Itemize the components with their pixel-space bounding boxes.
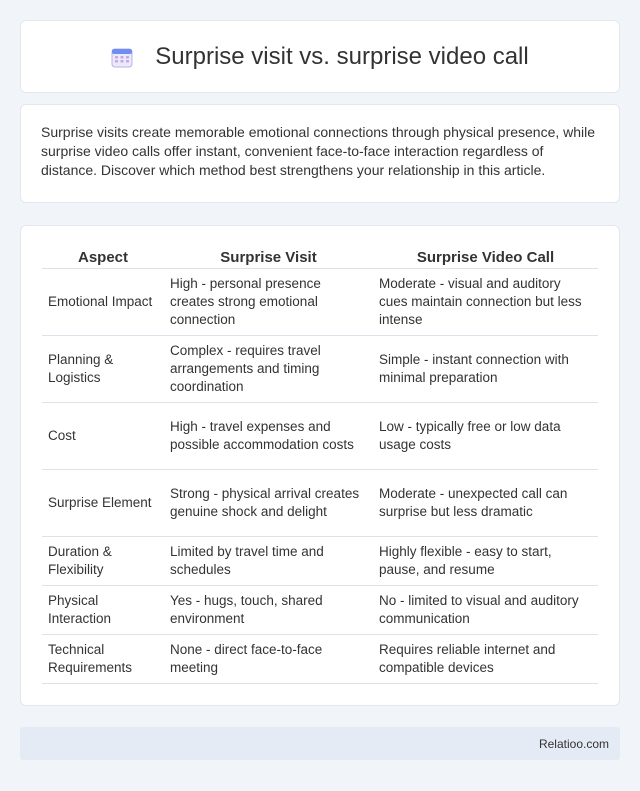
visit-cell: Strong - physical arrival creates genuine shock and delight [164,470,373,537]
calendar-icon [111,46,133,68]
table-row [42,403,598,470]
table-row [42,470,598,537]
table-row [42,586,598,635]
table-row [42,336,598,403]
video-call-cell: Moderate - unexpected call can surprise but less dramatic [373,470,598,537]
table-row [42,269,598,336]
aspect-cell: Physical Interaction [42,586,164,635]
aspect-cell: Technical Requirements [42,635,164,684]
visit-cell: High - travel expenses and possible accommodation costs [164,403,373,470]
video-call-cell: Highly flexible - easy to start, pause, and resume [373,537,598,586]
aspect-cell: Emotional Impact [42,269,164,336]
video-call-cell: Requires reliable internet and compatible devices [373,635,598,684]
page-title: Surprise visit vs. surprise video call [155,42,529,70]
visit-cell: Complex - requires travel arrangements and timing coordination [164,336,373,403]
table-row [42,635,598,684]
column-header-aspect: Aspect [42,246,164,269]
comparison-table [42,246,598,684]
intro-card [20,104,620,203]
visit-cell: Limited by travel time and schedules [164,537,373,586]
visit-cell: None - direct face-to-face meeting [164,635,373,684]
video-call-cell: Low - typically free or low data usage costs [373,403,598,470]
aspect-cell: Surprise Element [42,470,164,537]
column-header-surprise-visit: Surprise Visit [164,246,373,269]
aspect-cell: Cost [42,403,164,470]
table-row [42,537,598,586]
visit-cell: Yes - hugs, touch, shared environment [164,586,373,635]
footer [20,727,620,760]
video-call-cell: Moderate - visual and auditory cues maintain connection but less intense [373,269,598,336]
visit-cell: High - personal presence creates strong emotional connection [164,269,373,336]
aspect-cell: Planning & Logistics [42,336,164,403]
intro-text: Surprise visits create memorable emotional connections through physical presence, while surprise video calls offer instant, convenient face-to-face interaction regardless of distance. Discover which method best strengthens your relationship in this article. [41,124,596,178]
video-call-cell: No - limited to visual and auditory communication [373,586,598,635]
title-card [20,20,620,93]
footer-brand: Relatioo.com [538,736,609,751]
comparison-card [20,225,620,706]
column-header-surprise-video-call: Surprise Video Call [373,246,598,269]
aspect-cell: Duration & Flexibility [42,537,164,586]
video-call-cell: Simple - instant connection with minimal preparation [373,336,598,403]
table-header-row [42,246,598,269]
